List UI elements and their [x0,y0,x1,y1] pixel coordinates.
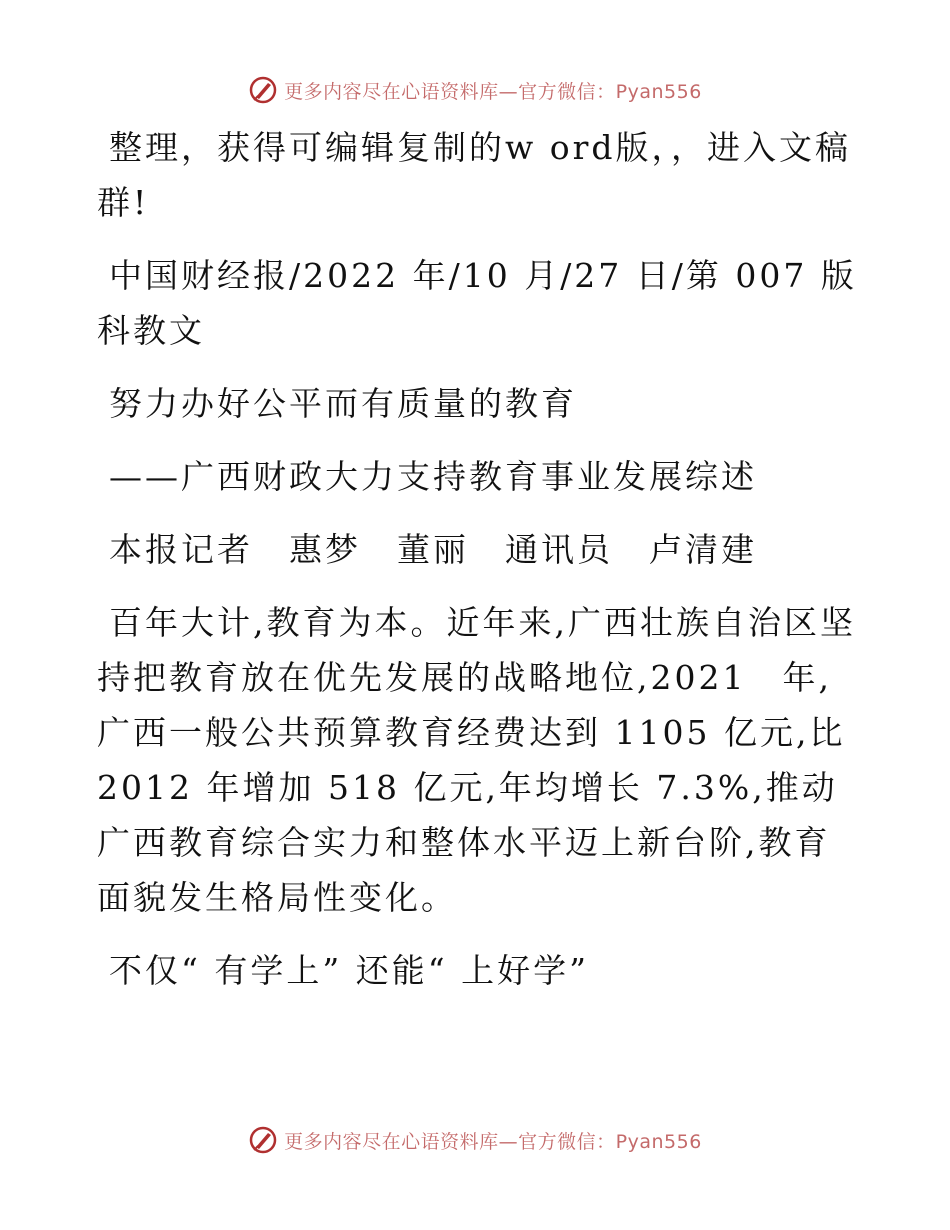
quill-logo-icon [248,75,278,105]
footer-watermark [0,1120,950,1160]
body-paragraph: 百年大计,教育为本。近年来,广西壮族自治区坚持把教育放在优先发展的战略地位,2021 年,广西一般公共预算教育经费达到 1105 亿元,比 2012 年增加 518 亿元,年均增长 7.3%,推动广西教育综合实力和整体水平迈上新台阶,教育面貌发生格局性变化。 [97,603,859,917]
header-watermark [0,70,950,110]
watermark-text: 更多内容尽在心语资料库—官方微信：Pyan556 [284,1130,702,1153]
document-body [97,120,857,1016]
watermark-text: 更多内容尽在心语资料库—官方微信：Pyan556 [284,80,702,103]
source-line: 中国财经报/2022 年/10 月/27 日/第 007 版科教文 [97,256,857,350]
intro-paragraph: 整理，获得可编辑复制的w ord版，，进入文稿群! [97,128,852,222]
article-subtitle: ——广西财政大力支持教育事业发展综述 [109,457,757,496]
quill-logo-icon [248,1125,278,1155]
section-heading: 不仅“ 有学上” 还能“ 上好学” [109,951,589,990]
article-title: 努力办好公平而有质量的教育 [109,384,577,423]
byline: 本报记者 惠梦 董丽 通讯员 卢清建 [109,530,757,569]
